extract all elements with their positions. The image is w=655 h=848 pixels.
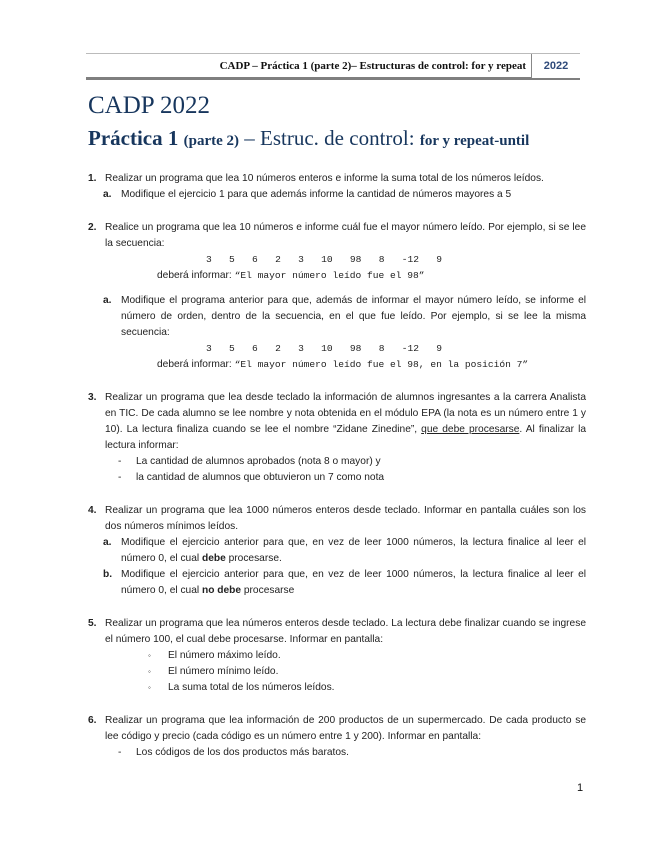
exercise-1a — [88, 187, 586, 203]
exercise-text: Realizar un programa que lea 1000 números enteros desde teclado. Informar en pantalla cuáles son los dos números mínimos leídos. — [105, 505, 586, 532]
exercise-2 — [88, 220, 586, 252]
exercise-text: Realizar un programa que lea 10 números enteros e informe la suma total de los números leídos. — [105, 173, 544, 184]
list-item — [88, 648, 586, 664]
subtitle-dash: – — [239, 126, 261, 150]
sub-number: a. — [103, 295, 112, 306]
subtitle-practica: Práctica 1 — [88, 126, 184, 150]
exercise-number: 3. — [88, 392, 97, 403]
sub-text-bold: debe — [201, 553, 226, 564]
dash-marker: - — [118, 456, 122, 467]
exercise-1 — [88, 171, 586, 187]
exercise-3 — [88, 390, 586, 454]
header-title: CADP – Práctica 1 (parte 2)– Estructuras de control: for y repeat — [219, 60, 526, 72]
list-item — [88, 470, 586, 486]
list-item-text: Los códigos de los dos productos más baratos. — [136, 747, 349, 758]
exercise-6 — [88, 713, 586, 745]
subtitle-parte: (parte 2) — [183, 133, 240, 149]
number-sequence: 3 5 6 2 3 10 98 8 -12 9 — [206, 254, 443, 265]
sub-text: Modifique el ejercicio anterior para que, en vez de leer 1000 números, la lectura finalice al leer el número 0, el cual — [121, 569, 586, 596]
exercise-2a — [88, 293, 586, 341]
circle-bullet-icon: ◦ — [148, 683, 151, 692]
exercise-4b — [88, 567, 586, 599]
list-item-text: El número mínimo leído. — [168, 666, 279, 677]
subtitle-control: Estruc. de control: — [260, 126, 420, 150]
list-item — [88, 745, 586, 761]
expected-output — [88, 357, 586, 373]
exercise-text: Realizar un programa que lea números enteros desde teclado. La lectura debe finalizar cuando se ingrese el número 100, el cual debe procesarse. Informar en pantalla: — [105, 618, 586, 645]
subtitle-loops: for y repeat-until — [419, 133, 530, 149]
inform-label: deberá informar: — [157, 359, 235, 370]
list-item-text: la cantidad de alumnos que obtuvieron un 7 como nota — [136, 472, 385, 483]
page-header — [86, 53, 580, 80]
sub-text: Modifique el programa anterior para que, además de informar el mayor número leído, se informe el número de orden, dentro de la secuencia, en el que fue leído. Por ejemplo, si se lee la misma secuencia: — [121, 295, 586, 338]
inform-label: deberá informar: — [157, 270, 235, 281]
list-item-text: La cantidad de alumnos aprobados (nota 8 o mayor) y — [136, 456, 381, 467]
exercise-list — [88, 171, 586, 761]
exercise-number: 2. — [88, 222, 97, 233]
exercise-number: 4. — [88, 505, 97, 516]
exercise-number: 5. — [88, 618, 97, 629]
dash-marker: - — [118, 472, 122, 483]
list-item-text: El número máximo leído. — [168, 650, 281, 661]
exercise-text: Realizar un programa que lea información de 200 productos de un supermercado. De cada producto se lee código y precio (cada código es un número entre 1 y 200). Informar en pantalla: — [105, 715, 586, 742]
list-item — [88, 664, 586, 680]
sub-text-end: procesarse — [241, 585, 295, 596]
document-title: CADP 2022 — [88, 92, 211, 119]
sub-number: b. — [103, 569, 113, 580]
exercise-text-end: . Al finalizar la lectura informar: — [105, 424, 586, 451]
exercise-text: Realizar un programa que lea desde teclado la información de alumnos ingresantes a la carrera Analista en TIC. De cada alumno se lee nombre y nota obtenida en el módulo EPA (la nota es un número entre 1 y 10). La lectura finaliza cuando se lee el nombre “Zidane Zinedine”, — [105, 392, 586, 435]
exercise-number: 1. — [88, 173, 97, 184]
exercise-text-underlined: que debe procesarse — [421, 424, 520, 435]
list-item — [88, 680, 586, 696]
sub-text-bold: no debe — [201, 585, 242, 596]
document-subtitle — [88, 126, 529, 151]
sub-text: Modifique el ejercicio 1 para que además informe la cantidad de números mayores a 5 — [121, 189, 512, 200]
number-sequence: 3 5 6 2 3 10 98 8 -12 9 — [206, 343, 443, 354]
header-year: 2022 — [531, 54, 580, 78]
circle-bullet-icon: ◦ — [148, 667, 151, 676]
dash-marker: - — [118, 747, 122, 758]
sub-text-end: procesarse. — [225, 553, 282, 564]
sub-number: a. — [103, 189, 112, 200]
circle-bullet-icon: ◦ — [148, 651, 151, 660]
exercise-text: Realice un programa que lea 10 números e informe cuál fue el mayor número leído. Por ejemplo, si se lee la secuencia: — [105, 222, 586, 249]
exercise-4 — [88, 503, 586, 535]
exercise-5 — [88, 616, 586, 648]
list-item-text: La suma total de los números leídos. — [168, 682, 335, 693]
inform-value: “El mayor número leído fue el 98” — [234, 270, 425, 281]
sub-number: a. — [103, 537, 112, 548]
exercise-4a — [88, 535, 586, 567]
expected-output — [88, 268, 586, 284]
page-number: 1 — [577, 782, 584, 794]
inform-value: “El mayor número leído fue el 98, en la posición 7” — [234, 359, 529, 370]
exercise-number: 6. — [88, 715, 97, 726]
list-item — [88, 454, 586, 470]
sub-text: Modifique el ejercicio anterior para que, en vez de leer 1000 números, la lectura finalice al leer el número 0, el cual — [121, 537, 586, 564]
